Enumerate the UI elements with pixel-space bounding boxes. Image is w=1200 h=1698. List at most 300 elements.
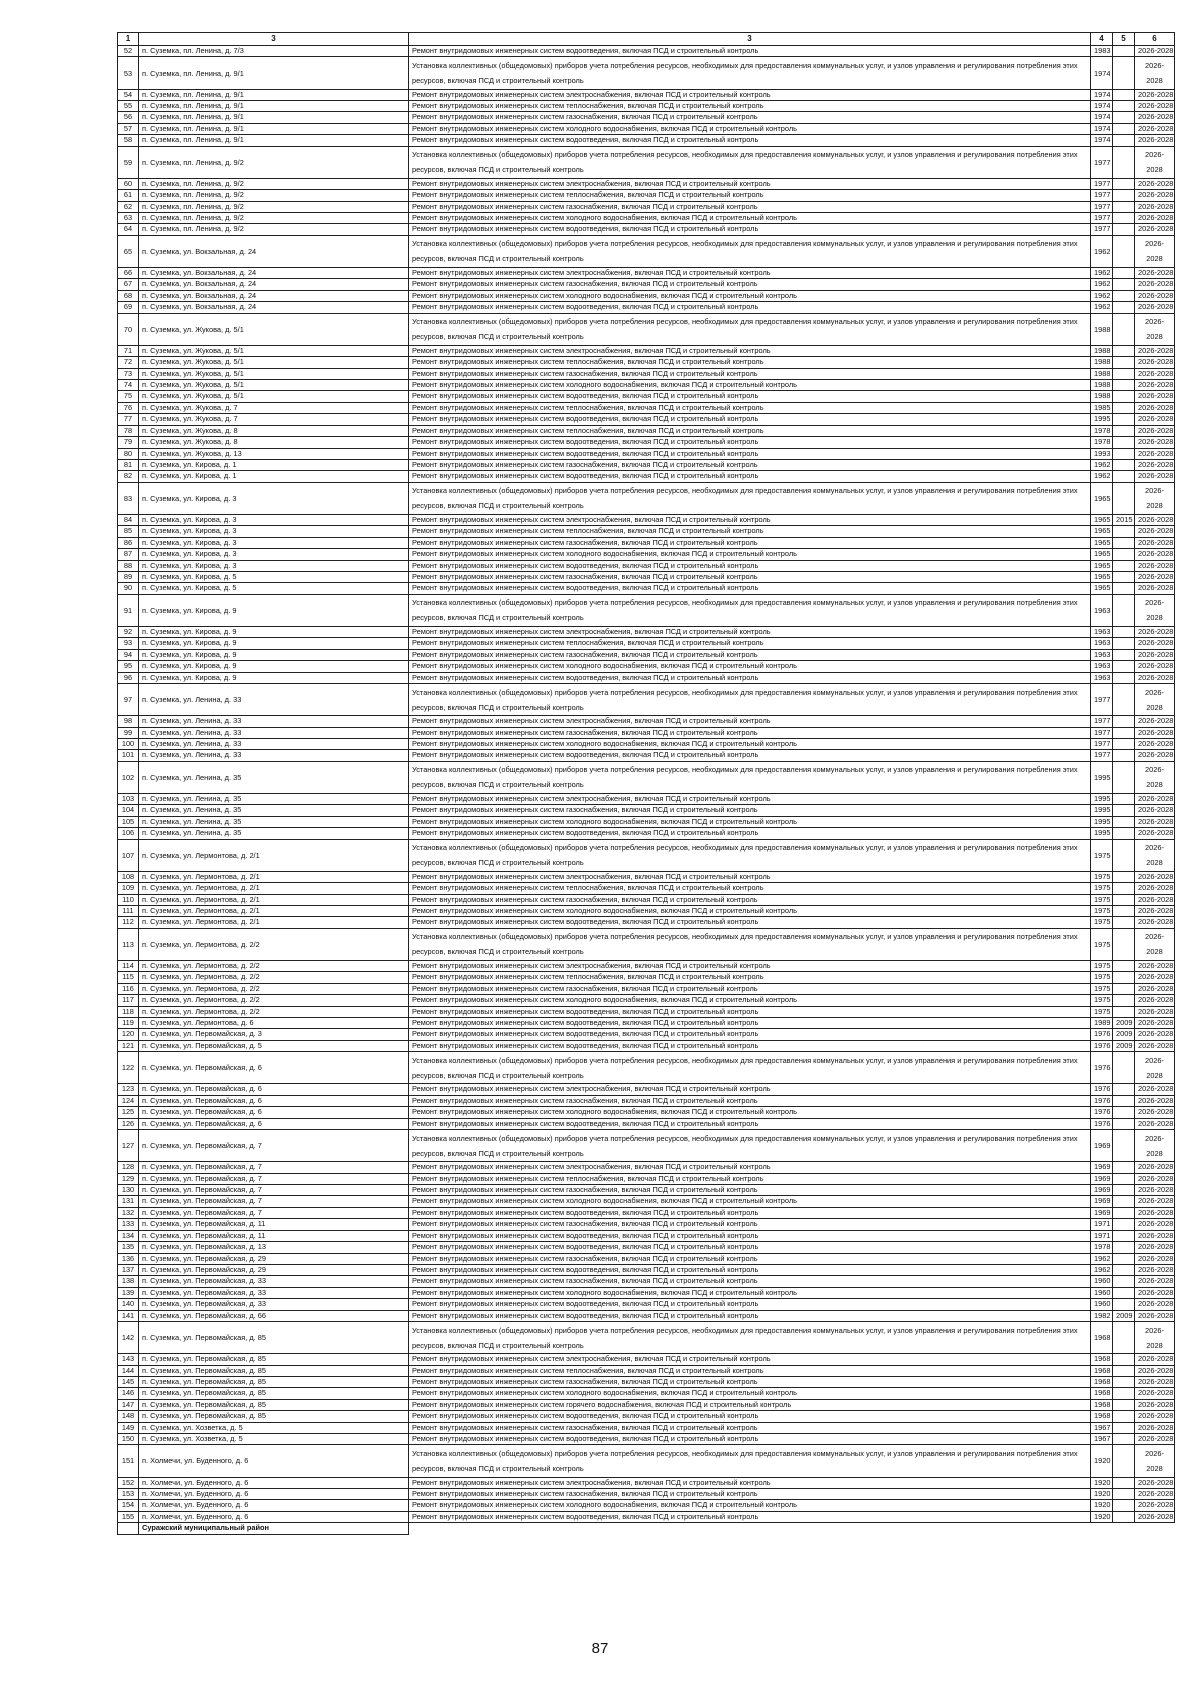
last-repair-year-cell bbox=[1113, 738, 1135, 749]
address-cell: п. Холмечи, ул. Буденного, д. 6 bbox=[139, 1477, 409, 1488]
row-number: 103 bbox=[118, 793, 139, 804]
address-cell: п. Суземка, пл. Ленина, д. 9/2 bbox=[139, 146, 409, 178]
row-number: 93 bbox=[118, 638, 139, 649]
planned-period-cell: 2026-2028 bbox=[1135, 224, 1175, 235]
last-repair-year-cell: 2015 bbox=[1113, 514, 1135, 525]
planned-period-cell: 2026-2028 bbox=[1135, 761, 1175, 793]
table-row bbox=[118, 190, 1175, 201]
last-repair-year-cell bbox=[1113, 761, 1135, 793]
work-description-cell: Ремонт внутридомовых инженерных систем электроснабжения, включая ПСД и строительный контроль bbox=[409, 1477, 1091, 1488]
table-row bbox=[118, 828, 1175, 839]
row-number: 138 bbox=[118, 1276, 139, 1287]
address-cell: п. Суземка, ул. Первомайская, д. 13 bbox=[139, 1242, 409, 1253]
last-repair-year-cell bbox=[1113, 402, 1135, 413]
row-number: 70 bbox=[118, 313, 139, 345]
address-cell: п. Суземка, ул. Кирова, д. 9 bbox=[139, 594, 409, 626]
table-row bbox=[118, 1422, 1175, 1433]
table-row bbox=[118, 1477, 1175, 1488]
work-description-cell: Ремонт внутридомовых инженерных систем газоснабжения, включая ПСД и строительный контроль bbox=[409, 649, 1091, 660]
planned-period-cell: 2026-2028 bbox=[1135, 178, 1175, 189]
last-repair-year-cell bbox=[1113, 135, 1135, 146]
commission-year-cell: 1962 bbox=[1091, 1253, 1113, 1264]
planned-period-cell: 2026-2028 bbox=[1135, 1299, 1175, 1310]
table-row bbox=[118, 135, 1175, 146]
table-row bbox=[118, 1006, 1175, 1017]
work-description-cell: Ремонт внутридомовых инженерных систем электроснабжения, включая ПСД и строительный контроль bbox=[409, 1354, 1091, 1365]
last-repair-year-cell bbox=[1113, 1365, 1135, 1376]
commission-year-cell: 1975 bbox=[1091, 1006, 1113, 1017]
table-row bbox=[118, 1084, 1175, 1095]
last-repair-year-cell bbox=[1113, 1488, 1135, 1499]
work-description-cell: Ремонт внутридомовых инженерных систем газоснабжения, включая ПСД и строительный контроль bbox=[409, 805, 1091, 816]
address-cell: п. Суземка, ул. Первомайская, д. 6 bbox=[139, 1118, 409, 1129]
table-row bbox=[118, 1207, 1175, 1218]
row-number: 82 bbox=[118, 471, 139, 482]
last-repair-year-cell bbox=[1113, 1162, 1135, 1173]
last-repair-year-cell bbox=[1113, 716, 1135, 727]
commission-year-cell: 1967 bbox=[1091, 1422, 1113, 1433]
table-row bbox=[118, 894, 1175, 905]
address-cell: п. Суземка, ул. Кирова, д. 3 bbox=[139, 537, 409, 548]
work-description-cell: Ремонт внутридомовых инженерных систем электроснабжения, включая ПСД и строительный контроль bbox=[409, 268, 1091, 279]
work-description-cell: Ремонт внутридомовых инженерных систем холодного водоснабжения, включая ПСД и строительный контроль bbox=[409, 213, 1091, 224]
planned-period-cell: 2026-2028 bbox=[1135, 961, 1175, 972]
header-cell: 3 bbox=[139, 33, 409, 46]
table-row bbox=[118, 402, 1175, 413]
commission-year-cell: 1988 bbox=[1091, 391, 1113, 402]
last-repair-year-cell bbox=[1113, 190, 1135, 201]
work-description-cell: Установка коллективных (общедомовых) приборов учета потребления ресурсов, необходимых для предоставления коммунальных услуг, и узлов управления и регулирования потребления этих ресурсов, включая ПСД и строительный контроль bbox=[409, 839, 1091, 871]
last-repair-year-cell bbox=[1113, 425, 1135, 436]
address-cell: п. Суземка, ул. Жукова, д. 13 bbox=[139, 448, 409, 459]
last-repair-year-cell bbox=[1113, 123, 1135, 134]
planned-period-cell: 2026-2028 bbox=[1135, 46, 1175, 57]
row-number: 141 bbox=[118, 1310, 139, 1321]
table-row bbox=[118, 928, 1175, 960]
last-repair-year-cell bbox=[1113, 549, 1135, 560]
planned-period-cell: 2026-2028 bbox=[1135, 571, 1175, 582]
address-cell: п. Суземка, ул. Первомайская, д. 11 bbox=[139, 1219, 409, 1230]
last-repair-year-cell bbox=[1113, 638, 1135, 649]
work-description-cell: Установка коллективных (общедомовых) приборов учета потребления ресурсов, необходимых для предоставления коммунальных услуг, и узлов управления и регулирования потребления этих ресурсов, включая ПСД и строительный контроль bbox=[409, 594, 1091, 626]
row-number: 54 bbox=[118, 89, 139, 100]
row-number: 132 bbox=[118, 1207, 139, 1218]
commission-year-cell: 1977 bbox=[1091, 750, 1113, 761]
last-repair-year-cell bbox=[1113, 391, 1135, 402]
row-number: 129 bbox=[118, 1173, 139, 1184]
commission-year-cell: 1976 bbox=[1091, 1118, 1113, 1129]
work-description-cell: Ремонт внутридомовых инженерных систем холодного водоснабжения, включая ПСД и строительный контроль bbox=[409, 995, 1091, 1006]
planned-period-cell: 2026-2028 bbox=[1135, 1230, 1175, 1241]
last-repair-year-cell bbox=[1113, 537, 1135, 548]
table-row bbox=[118, 1230, 1175, 1241]
address-cell: п. Суземка, ул. Ленина, д. 33 bbox=[139, 750, 409, 761]
commission-year-cell: 1975 bbox=[1091, 961, 1113, 972]
work-description-cell: Ремонт внутридомовых инженерных систем теплоснабжения, включая ПСД и строительный контроль bbox=[409, 883, 1091, 894]
address-cell: п. Суземка, ул. Первомайская, д. 7 bbox=[139, 1207, 409, 1218]
last-repair-year-cell bbox=[1113, 972, 1135, 983]
last-repair-year-cell bbox=[1113, 224, 1135, 235]
address-cell: п. Суземка, ул. Кирова, д. 3 bbox=[139, 514, 409, 525]
address-cell: п. Суземка, ул. Жукова, д. 5/1 bbox=[139, 313, 409, 345]
row-number: 145 bbox=[118, 1376, 139, 1387]
work-description-cell: Ремонт внутридомовых инженерных систем газоснабжения, включая ПСД и строительный контроль bbox=[409, 983, 1091, 994]
table-row bbox=[118, 1107, 1175, 1118]
planned-period-cell: 2026-2028 bbox=[1135, 1018, 1175, 1029]
row-number: 77 bbox=[118, 414, 139, 425]
row-number: 122 bbox=[118, 1052, 139, 1084]
table-row bbox=[118, 178, 1175, 189]
last-repair-year-cell bbox=[1113, 380, 1135, 391]
table-row bbox=[118, 425, 1175, 436]
address-cell: п. Суземка, ул. Ленина, д. 33 bbox=[139, 716, 409, 727]
commission-year-cell: 1988 bbox=[1091, 313, 1113, 345]
last-repair-year-cell bbox=[1113, 345, 1135, 356]
table-row bbox=[118, 1219, 1175, 1230]
planned-period-cell: 2026-2028 bbox=[1135, 437, 1175, 448]
work-description-cell: Ремонт внутридомовых инженерных систем электроснабжения, включая ПСД и строительный контроль bbox=[409, 345, 1091, 356]
address-cell: п. Суземка, пл. Ленина, д. 9/1 bbox=[139, 89, 409, 100]
last-repair-year-cell bbox=[1113, 995, 1135, 1006]
table-row bbox=[118, 816, 1175, 827]
planned-period-cell: 2026-2028 bbox=[1135, 1422, 1175, 1433]
last-repair-year-cell bbox=[1113, 89, 1135, 100]
address-cell: п. Суземка, ул. Хозветка, д. 5 bbox=[139, 1422, 409, 1433]
row-number: 137 bbox=[118, 1264, 139, 1275]
address-cell: п. Суземка, ул. Лермонтова, д. 2/2 bbox=[139, 928, 409, 960]
work-description-cell: Ремонт внутридомовых инженерных систем водоотведения, включая ПСД и строительный контроль bbox=[409, 672, 1091, 683]
planned-period-cell: 2026-2028 bbox=[1135, 1477, 1175, 1488]
district-label: Суражский муниципальный район bbox=[139, 1523, 409, 1534]
commission-year-cell: 1977 bbox=[1091, 716, 1113, 727]
commission-year-cell: 1977 bbox=[1091, 201, 1113, 212]
table-row bbox=[118, 995, 1175, 1006]
commission-year-cell: 1965 bbox=[1091, 526, 1113, 537]
last-repair-year-cell bbox=[1113, 1084, 1135, 1095]
last-repair-year-cell bbox=[1113, 1276, 1135, 1287]
address-cell: п. Суземка, ул. Первомайская, д. 85 bbox=[139, 1399, 409, 1410]
work-description-cell: Ремонт внутридомовых инженерных систем холодного водоснабжения, включая ПСД и строительный контроль bbox=[409, 1107, 1091, 1118]
row-number: 81 bbox=[118, 459, 139, 470]
row-number: 104 bbox=[118, 805, 139, 816]
table-row bbox=[118, 514, 1175, 525]
work-description-cell: Ремонт внутридомовых инженерных систем водоотведения, включая ПСД и строительный контроль bbox=[409, 750, 1091, 761]
address-cell: п. Суземка, ул. Ленина, д. 33 bbox=[139, 738, 409, 749]
address-cell: п. Суземка, ул. Первомайская, д. 5 bbox=[139, 1040, 409, 1051]
last-repair-year-cell bbox=[1113, 46, 1135, 57]
commission-year-cell: 1968 bbox=[1091, 1365, 1113, 1376]
work-description-cell: Ремонт внутридомовых инженерных систем водоотведения, включая ПСД и строительный контроль bbox=[409, 1411, 1091, 1422]
address-cell: п. Суземка, пл. Ленина, д. 9/2 bbox=[139, 201, 409, 212]
table-row bbox=[118, 224, 1175, 235]
row-number: 57 bbox=[118, 123, 139, 134]
planned-period-cell: 2026-2028 bbox=[1135, 89, 1175, 100]
row-number: 120 bbox=[118, 1029, 139, 1040]
last-repair-year-cell bbox=[1113, 594, 1135, 626]
table-row bbox=[118, 537, 1175, 548]
table-row bbox=[118, 1040, 1175, 1051]
table-row bbox=[118, 972, 1175, 983]
table-row bbox=[118, 738, 1175, 749]
commission-year-cell: 1977 bbox=[1091, 727, 1113, 738]
commission-year-cell: 1978 bbox=[1091, 1242, 1113, 1253]
planned-period-cell: 2026-2028 bbox=[1135, 514, 1175, 525]
row-number: 112 bbox=[118, 917, 139, 928]
planned-period-cell: 2026-2028 bbox=[1135, 1376, 1175, 1387]
address-cell: п. Суземка, ул. Лермонтова, д. 2/2 bbox=[139, 995, 409, 1006]
work-description-cell: Ремонт внутридомовых инженерных систем холодного водоснабжения, включая ПСД и строительный контроль bbox=[409, 1196, 1091, 1207]
planned-period-cell: 2026-2028 bbox=[1135, 839, 1175, 871]
planned-period-cell: 2026-2028 bbox=[1135, 672, 1175, 683]
planned-period-cell: 2026-2028 bbox=[1135, 1196, 1175, 1207]
address-cell: п. Суземка, пл. Ленина, д. 7/3 bbox=[139, 46, 409, 57]
work-description-cell: Ремонт внутридомовых инженерных систем водоотведения, включая ПСД и строительный контроль bbox=[409, 583, 1091, 594]
commission-year-cell: 1975 bbox=[1091, 972, 1113, 983]
planned-period-cell: 2026-2028 bbox=[1135, 906, 1175, 917]
commission-year-cell: 1978 bbox=[1091, 425, 1113, 436]
address-cell: п. Суземка, ул. Жукова, д. 7 bbox=[139, 414, 409, 425]
row-number: 62 bbox=[118, 201, 139, 212]
table-row bbox=[118, 345, 1175, 356]
commission-year-cell: 1971 bbox=[1091, 1219, 1113, 1230]
commission-year-cell: 1962 bbox=[1091, 302, 1113, 313]
last-repair-year-cell bbox=[1113, 961, 1135, 972]
address-cell: п. Суземка, ул. Первомайская, д. 7 bbox=[139, 1196, 409, 1207]
planned-period-cell: 2026-2028 bbox=[1135, 750, 1175, 761]
planned-period-cell: 2026-2028 bbox=[1135, 727, 1175, 738]
commission-year-cell: 1975 bbox=[1091, 894, 1113, 905]
planned-period-cell: 2026-2028 bbox=[1135, 357, 1175, 368]
planned-period-cell: 2026-2028 bbox=[1135, 549, 1175, 560]
planned-period-cell: 2026-2028 bbox=[1135, 1445, 1175, 1477]
planned-period-cell: 2026-2028 bbox=[1135, 1173, 1175, 1184]
address-cell: п. Суземка, ул. Первомайская, д. 7 bbox=[139, 1185, 409, 1196]
work-description-cell: Установка коллективных (общедомовых) приборов учета потребления ресурсов, необходимых для предоставления коммунальных услуг, и узлов управления и регулирования потребления этих ресурсов, включая ПСД и строительный контроль bbox=[409, 761, 1091, 793]
work-description-cell: Ремонт внутридомовых инженерных систем газоснабжения, включая ПСД и строительный контроль bbox=[409, 1219, 1091, 1230]
address-cell: п. Суземка, ул. Кирова, д. 9 bbox=[139, 661, 409, 672]
table-row bbox=[118, 1287, 1175, 1298]
table-row bbox=[118, 1196, 1175, 1207]
table-row bbox=[118, 638, 1175, 649]
address-cell: п. Суземка, ул. Первомайская, д. 85 bbox=[139, 1388, 409, 1399]
planned-period-cell: 2026-2028 bbox=[1135, 1040, 1175, 1051]
address-cell: п. Суземка, ул. Вокзальная, д. 24 bbox=[139, 235, 409, 267]
table-row bbox=[118, 1388, 1175, 1399]
table-row bbox=[118, 560, 1175, 571]
table-row bbox=[118, 1029, 1175, 1040]
planned-period-cell: 2026-2028 bbox=[1135, 1162, 1175, 1173]
last-repair-year-cell bbox=[1113, 793, 1135, 804]
address-cell: п. Суземка, ул. Ленина, д. 35 bbox=[139, 761, 409, 793]
commission-year-cell: 1976 bbox=[1091, 1095, 1113, 1106]
work-description-cell: Ремонт внутридомовых инженерных систем газоснабжения, включая ПСД и строительный контроль bbox=[409, 894, 1091, 905]
table-row bbox=[118, 1411, 1175, 1422]
row-number: 118 bbox=[118, 1006, 139, 1017]
row-number: 90 bbox=[118, 583, 139, 594]
planned-period-cell: 2026-2028 bbox=[1135, 448, 1175, 459]
row-number: 143 bbox=[118, 1354, 139, 1365]
last-repair-year-cell bbox=[1113, 583, 1135, 594]
last-repair-year-cell bbox=[1113, 201, 1135, 212]
table-row bbox=[118, 793, 1175, 804]
table-row bbox=[118, 302, 1175, 313]
work-description-cell: Ремонт внутридомовых инженерных систем холодного водоснабжения, включая ПСД и строительный контроль bbox=[409, 816, 1091, 827]
work-description-cell: Ремонт внутридомовых инженерных систем электроснабжения, включая ПСД и строительный контроль bbox=[409, 178, 1091, 189]
work-description-cell: Установка коллективных (общедомовых) приборов учета потребления ресурсов, необходимых для предоставления коммунальных услуг, и узлов управления и регулирования потребления этих ресурсов, включая ПСД и строительный контроль bbox=[409, 683, 1091, 715]
address-cell: п. Суземка, ул. Первомайская, д. 85 bbox=[139, 1354, 409, 1365]
address-cell: п. Суземка, ул. Первомайская, д. 33 bbox=[139, 1299, 409, 1310]
address-cell: п. Суземка, пл. Ленина, д. 9/2 bbox=[139, 224, 409, 235]
work-description-cell: Ремонт внутридомовых инженерных систем электроснабжения, включая ПСД и строительный контроль bbox=[409, 961, 1091, 972]
table-row bbox=[118, 380, 1175, 391]
commission-year-cell: 1985 bbox=[1091, 402, 1113, 413]
commission-year-cell: 1976 bbox=[1091, 1052, 1113, 1084]
work-description-cell: Ремонт внутридомовых инженерных систем электроснабжения, включая ПСД и строительный контроль bbox=[409, 871, 1091, 882]
last-repair-year-cell bbox=[1113, 649, 1135, 660]
table-row bbox=[118, 123, 1175, 134]
row-number: 128 bbox=[118, 1162, 139, 1173]
commission-year-cell: 1995 bbox=[1091, 828, 1113, 839]
planned-period-cell: 2026-2028 bbox=[1135, 279, 1175, 290]
row-number: 69 bbox=[118, 302, 139, 313]
commission-year-cell: 1976 bbox=[1091, 1084, 1113, 1095]
work-description-cell: Ремонт внутридомовых инженерных систем электроснабжения, включая ПСД и строительный контроль bbox=[409, 626, 1091, 637]
last-repair-year-cell bbox=[1113, 448, 1135, 459]
table-row bbox=[118, 235, 1175, 267]
commission-year-cell: 1974 bbox=[1091, 57, 1113, 89]
work-description-cell: Ремонт внутридомовых инженерных систем холодного водоснабжения, включая ПСД и строительный контроль bbox=[409, 906, 1091, 917]
table-row bbox=[118, 1511, 1175, 1522]
planned-period-cell: 2026-2028 bbox=[1135, 368, 1175, 379]
last-repair-year-cell bbox=[1113, 1253, 1135, 1264]
commission-year-cell: 1965 bbox=[1091, 549, 1113, 560]
commission-year-cell: 1920 bbox=[1091, 1500, 1113, 1511]
commission-year-cell: 1977 bbox=[1091, 738, 1113, 749]
last-repair-year-cell bbox=[1113, 178, 1135, 189]
work-description-cell: Ремонт внутридомовых инженерных систем холодного водоснабжения, включая ПСД и строительный контроль bbox=[409, 380, 1091, 391]
work-description-cell: Ремонт внутридомовых инженерных систем газоснабжения, включая ПСД и строительный контроль bbox=[409, 201, 1091, 212]
planned-period-cell: 2026-2028 bbox=[1135, 1411, 1175, 1422]
table-row bbox=[118, 917, 1175, 928]
address-cell: п. Суземка, ул. Первомайская, д. 85 bbox=[139, 1411, 409, 1422]
commission-year-cell: 1960 bbox=[1091, 1299, 1113, 1310]
last-repair-year-cell bbox=[1113, 414, 1135, 425]
planned-period-cell: 2026-2028 bbox=[1135, 345, 1175, 356]
commission-year-cell: 1968 bbox=[1091, 1321, 1113, 1353]
last-repair-year-cell bbox=[1113, 1354, 1135, 1365]
table-row bbox=[118, 1488, 1175, 1499]
row-number: 151 bbox=[118, 1445, 139, 1477]
planned-period-cell: 2026-2028 bbox=[1135, 871, 1175, 882]
row-number: 146 bbox=[118, 1388, 139, 1399]
row-number: 147 bbox=[118, 1399, 139, 1410]
row-number: 150 bbox=[118, 1433, 139, 1444]
work-description-cell: Ремонт внутридомовых инженерных систем теплоснабжения, включая ПСД и строительный контроль bbox=[409, 1365, 1091, 1376]
planned-period-cell: 2026-2028 bbox=[1135, 917, 1175, 928]
last-repair-year-cell bbox=[1113, 917, 1135, 928]
planned-period-cell: 2026-2028 bbox=[1135, 883, 1175, 894]
commission-year-cell: 1965 bbox=[1091, 560, 1113, 571]
planned-period-cell: 2026-2028 bbox=[1135, 313, 1175, 345]
last-repair-year-cell bbox=[1113, 1118, 1135, 1129]
address-cell: п. Суземка, ул. Жукова, д. 7 bbox=[139, 402, 409, 413]
planned-period-cell: 2026-2028 bbox=[1135, 793, 1175, 804]
address-cell: п. Суземка, ул. Кирова, д. 1 bbox=[139, 471, 409, 482]
planned-period-cell: 2026-2028 bbox=[1135, 1006, 1175, 1017]
last-repair-year-cell bbox=[1113, 1500, 1135, 1511]
row-number: 58 bbox=[118, 135, 139, 146]
last-repair-year-cell bbox=[1113, 437, 1135, 448]
work-description-cell: Ремонт внутридомовых инженерных систем водоотведения, включая ПСД и строительный контроль bbox=[409, 917, 1091, 928]
header-row bbox=[118, 33, 1175, 46]
row-number: 121 bbox=[118, 1040, 139, 1051]
planned-period-cell: 2026-2028 bbox=[1135, 537, 1175, 548]
table-row bbox=[118, 1130, 1175, 1162]
address-cell: п. Суземка, пл. Ленина, д. 9/1 bbox=[139, 101, 409, 112]
planned-period-cell: 2026-2028 bbox=[1135, 1185, 1175, 1196]
row-number: 135 bbox=[118, 1242, 139, 1253]
page-number: 87 bbox=[591, 1640, 609, 1657]
work-schedule-table bbox=[117, 32, 1175, 1535]
table-row bbox=[118, 459, 1175, 470]
address-cell: п. Суземка, ул. Лермонтова, д. 2/1 bbox=[139, 917, 409, 928]
work-description-cell: Ремонт внутридомовых инженерных систем водоотведения, включая ПСД и строительный контроль bbox=[409, 448, 1091, 459]
work-description-cell: Ремонт внутридомовых инженерных систем электроснабжения, включая ПСД и строительный контроль bbox=[409, 1084, 1091, 1095]
address-cell: п. Холмечи, ул. Буденного, д. 6 bbox=[139, 1511, 409, 1522]
work-description-cell: Ремонт внутридомовых инженерных систем газоснабжения, включая ПСД и строительный контроль bbox=[409, 1253, 1091, 1264]
work-description-cell: Ремонт внутридомовых инженерных систем теплоснабжения, включая ПСД и строительный контроль bbox=[409, 101, 1091, 112]
address-cell: п. Суземка, ул. Первомайская, д. 33 bbox=[139, 1276, 409, 1287]
table-row bbox=[118, 279, 1175, 290]
table-row bbox=[118, 626, 1175, 637]
commission-year-cell: 1975 bbox=[1091, 983, 1113, 994]
planned-period-cell: 2026-2028 bbox=[1135, 1207, 1175, 1218]
last-repair-year-cell bbox=[1113, 871, 1135, 882]
commission-year-cell: 1976 bbox=[1091, 1029, 1113, 1040]
address-cell: п. Суземка, ул. Кирова, д. 9 bbox=[139, 638, 409, 649]
row-number: 107 bbox=[118, 839, 139, 871]
commission-year-cell: 1962 bbox=[1091, 459, 1113, 470]
commission-year-cell: 1975 bbox=[1091, 917, 1113, 928]
work-description-cell: Установка коллективных (общедомовых) приборов учета потребления ресурсов, необходимых для предоставления коммунальных услуг, и узлов управления и регулирования потребления этих ресурсов, включая ПСД и строительный контроль bbox=[409, 1445, 1091, 1477]
header-cell: 6 bbox=[1135, 33, 1175, 46]
empty-cell bbox=[118, 1523, 139, 1534]
commission-year-cell: 1995 bbox=[1091, 805, 1113, 816]
commission-year-cell: 1983 bbox=[1091, 46, 1113, 57]
planned-period-cell: 2026-2028 bbox=[1135, 526, 1175, 537]
work-description-cell: Ремонт внутридомовых инженерных систем газоснабжения, включая ПСД и строительный контроль bbox=[409, 537, 1091, 548]
row-number: 92 bbox=[118, 626, 139, 637]
last-repair-year-cell bbox=[1113, 459, 1135, 470]
commission-year-cell: 1920 bbox=[1091, 1477, 1113, 1488]
commission-year-cell: 1977 bbox=[1091, 178, 1113, 189]
row-number: 105 bbox=[118, 816, 139, 827]
last-repair-year-cell bbox=[1113, 357, 1135, 368]
table-row bbox=[118, 1299, 1175, 1310]
commission-year-cell: 1969 bbox=[1091, 1207, 1113, 1218]
address-cell: п. Суземка, ул. Первомайская, д. 6 bbox=[139, 1084, 409, 1095]
planned-period-cell: 2026-2028 bbox=[1135, 594, 1175, 626]
address-cell: п. Суземка, ул. Первомайская, д. 6 bbox=[139, 1107, 409, 1118]
commission-year-cell: 1968 bbox=[1091, 1399, 1113, 1410]
last-repair-year-cell bbox=[1113, 883, 1135, 894]
table-row bbox=[118, 750, 1175, 761]
work-description-cell: Ремонт внутридомовых инженерных систем электроснабжения, включая ПСД и строительный контроль bbox=[409, 1162, 1091, 1173]
table-row bbox=[118, 213, 1175, 224]
table-row bbox=[118, 57, 1175, 89]
commission-year-cell: 1995 bbox=[1091, 414, 1113, 425]
planned-period-cell: 2026-2028 bbox=[1135, 1310, 1175, 1321]
